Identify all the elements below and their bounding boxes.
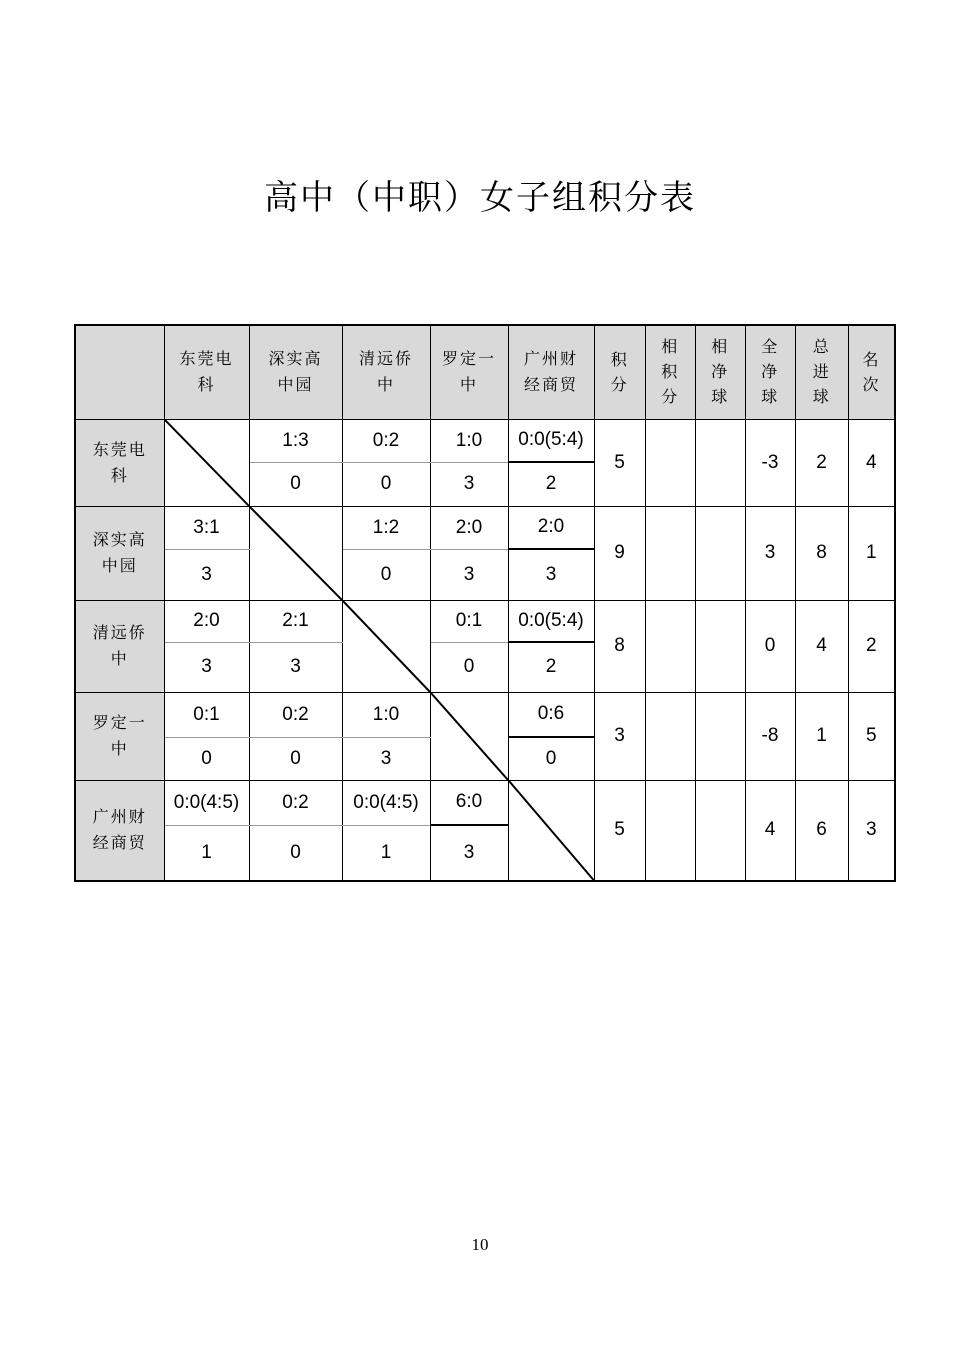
match-score: 2:0 bbox=[508, 506, 594, 549]
match-score: 2:0 bbox=[430, 506, 508, 549]
overall-goal-diff: 3 bbox=[745, 506, 795, 600]
match-points: 3 bbox=[430, 825, 508, 881]
team-name-line1: 广州财 bbox=[523, 349, 578, 369]
match-points: 0 bbox=[430, 642, 508, 692]
match-score: 2:1 bbox=[249, 600, 342, 642]
diagonal-line bbox=[343, 601, 430, 692]
standings-table bbox=[74, 324, 896, 882]
row-header-team bbox=[75, 692, 164, 780]
header-row bbox=[75, 325, 895, 419]
match-points: 3 bbox=[508, 549, 594, 600]
column-header-label: 总进球 bbox=[812, 337, 831, 407]
team-name-line2: 经商贸 bbox=[92, 833, 147, 853]
head-to-head-goal-diff bbox=[695, 692, 745, 780]
match-score: 0:2 bbox=[249, 692, 342, 737]
team-name-line2: 中 bbox=[110, 649, 129, 668]
team-name-line1: 罗定一 bbox=[441, 349, 496, 369]
match-score: 1:0 bbox=[342, 692, 430, 737]
match-points: 3 bbox=[249, 642, 342, 692]
match-points: 2 bbox=[508, 642, 594, 692]
team-name-line1: 东莞电 bbox=[92, 439, 147, 459]
column-header-overall-goal-diff bbox=[745, 325, 795, 419]
team-name-line2: 中 bbox=[376, 375, 395, 395]
match-points: 0 bbox=[249, 462, 342, 506]
head-to-head-points bbox=[645, 600, 695, 692]
match-points: 0 bbox=[164, 737, 249, 780]
match-score: 0:2 bbox=[342, 419, 430, 462]
diagonal-cell bbox=[342, 600, 430, 692]
column-header-label: 全净球 bbox=[761, 337, 780, 407]
column-header-label: 名次 bbox=[862, 349, 881, 394]
match-points: 0 bbox=[249, 737, 342, 780]
column-header-team bbox=[342, 325, 430, 419]
team-rank: 1 bbox=[848, 506, 895, 600]
page-title: 高中（中职）女子组积分表 bbox=[264, 178, 696, 218]
team-name-line2: 经商贸 bbox=[523, 375, 578, 395]
head-to-head-goal-diff bbox=[695, 600, 745, 692]
match-score: 0:6 bbox=[508, 692, 594, 737]
column-header-head-to-head-goal-diff bbox=[695, 325, 745, 419]
team-rank: 3 bbox=[848, 780, 895, 881]
match-score: 0:0(5:4) bbox=[508, 419, 594, 462]
team-name-line2: 中园 bbox=[101, 556, 138, 575]
team-name-line1: 清远侨 bbox=[358, 349, 413, 369]
diagonal-cell bbox=[508, 780, 594, 881]
score-row bbox=[75, 692, 895, 737]
corner-cell bbox=[75, 325, 164, 419]
match-score: 0:0(4:5) bbox=[342, 780, 430, 825]
match-score: 3:1 bbox=[164, 506, 249, 549]
overall-goal-diff: -3 bbox=[745, 419, 795, 506]
overall-goal-diff: 4 bbox=[745, 780, 795, 881]
match-points: 3 bbox=[164, 549, 249, 600]
diagonal-line bbox=[431, 693, 508, 780]
total-goals: 8 bbox=[795, 506, 848, 600]
match-points: 2 bbox=[508, 462, 594, 506]
team-points: 5 bbox=[594, 419, 645, 506]
team-points: 5 bbox=[594, 780, 645, 881]
score-row bbox=[75, 600, 895, 642]
team-name-line1: 深实高 bbox=[268, 349, 323, 369]
match-score: 0:2 bbox=[249, 780, 342, 825]
team-name-line1: 广州财 bbox=[92, 807, 147, 827]
match-score: 0:1 bbox=[164, 692, 249, 737]
head-to-head-points bbox=[645, 506, 695, 600]
row-header-team bbox=[75, 506, 164, 600]
column-header-label: 积分 bbox=[610, 349, 629, 394]
diagonal-line bbox=[509, 781, 594, 881]
match-score: 1:0 bbox=[430, 419, 508, 462]
match-score: 2:0 bbox=[164, 600, 249, 642]
team-rank: 5 bbox=[848, 692, 895, 780]
overall-goal-diff: 0 bbox=[745, 600, 795, 692]
overall-goal-diff: -8 bbox=[745, 692, 795, 780]
team-name-line2: 中 bbox=[459, 375, 478, 395]
column-header-team bbox=[430, 325, 508, 419]
match-points: 3 bbox=[430, 549, 508, 600]
head-to-head-goal-diff bbox=[695, 506, 745, 600]
diagonal-cell bbox=[164, 419, 249, 506]
team-points: 8 bbox=[594, 600, 645, 692]
column-header-team bbox=[249, 325, 342, 419]
column-header-team bbox=[164, 325, 249, 419]
match-score: 1:3 bbox=[249, 419, 342, 462]
row-header-team bbox=[75, 419, 164, 506]
column-header-rank bbox=[848, 325, 895, 419]
score-row bbox=[75, 506, 895, 549]
team-name-line2: 科 bbox=[197, 375, 216, 395]
match-points: 0 bbox=[249, 825, 342, 881]
head-to-head-points bbox=[645, 692, 695, 780]
total-goals: 4 bbox=[795, 600, 848, 692]
diagonal-line bbox=[165, 420, 249, 506]
team-name-line1: 东莞电 bbox=[179, 349, 234, 369]
column-header-points bbox=[594, 325, 645, 419]
team-points: 9 bbox=[594, 506, 645, 600]
team-name-line1: 清远侨 bbox=[92, 623, 147, 642]
team-rank: 2 bbox=[848, 600, 895, 692]
match-points: 0 bbox=[342, 462, 430, 506]
column-header-label: 相积分 bbox=[661, 337, 680, 407]
score-row bbox=[75, 780, 895, 825]
total-goals: 6 bbox=[795, 780, 848, 881]
team-name-line2: 科 bbox=[110, 465, 129, 485]
team-rank: 4 bbox=[848, 419, 895, 506]
match-points: 1 bbox=[342, 825, 430, 881]
head-to-head-goal-diff bbox=[695, 780, 745, 881]
match-score: 0:1 bbox=[430, 600, 508, 642]
row-header-team bbox=[75, 600, 164, 692]
diagonal-line bbox=[250, 507, 342, 600]
match-score: 6:0 bbox=[430, 780, 508, 825]
match-score: 0:0(4:5) bbox=[164, 780, 249, 825]
total-goals: 2 bbox=[795, 419, 848, 506]
diagonal-cell bbox=[430, 692, 508, 780]
head-to-head-points bbox=[645, 780, 695, 881]
match-points: 3 bbox=[342, 737, 430, 780]
match-points: 0 bbox=[342, 549, 430, 600]
diagonal-cell bbox=[249, 506, 342, 600]
team-name-line1: 深实高 bbox=[92, 530, 147, 549]
match-points: 0 bbox=[508, 737, 594, 780]
team-name-line2: 中园 bbox=[277, 375, 314, 395]
team-points: 3 bbox=[594, 692, 645, 780]
match-points: 3 bbox=[430, 462, 508, 506]
total-goals: 1 bbox=[795, 692, 848, 780]
column-header-total-goals bbox=[795, 325, 848, 419]
team-name-line2: 中 bbox=[110, 739, 129, 758]
match-score: 0:0(5:4) bbox=[508, 600, 594, 642]
head-to-head-points bbox=[645, 419, 695, 506]
match-points: 3 bbox=[164, 642, 249, 692]
column-header-team bbox=[508, 325, 594, 419]
match-points: 1 bbox=[164, 825, 249, 881]
page-number: 10 bbox=[471, 1235, 489, 1254]
score-row bbox=[75, 419, 895, 462]
head-to-head-goal-diff bbox=[695, 419, 745, 506]
column-header-label: 相净球 bbox=[711, 337, 730, 407]
column-header-head-to-head-points bbox=[645, 325, 695, 419]
team-name-line1: 罗定一 bbox=[92, 713, 147, 732]
row-header-team bbox=[75, 780, 164, 881]
match-score: 1:2 bbox=[342, 506, 430, 549]
